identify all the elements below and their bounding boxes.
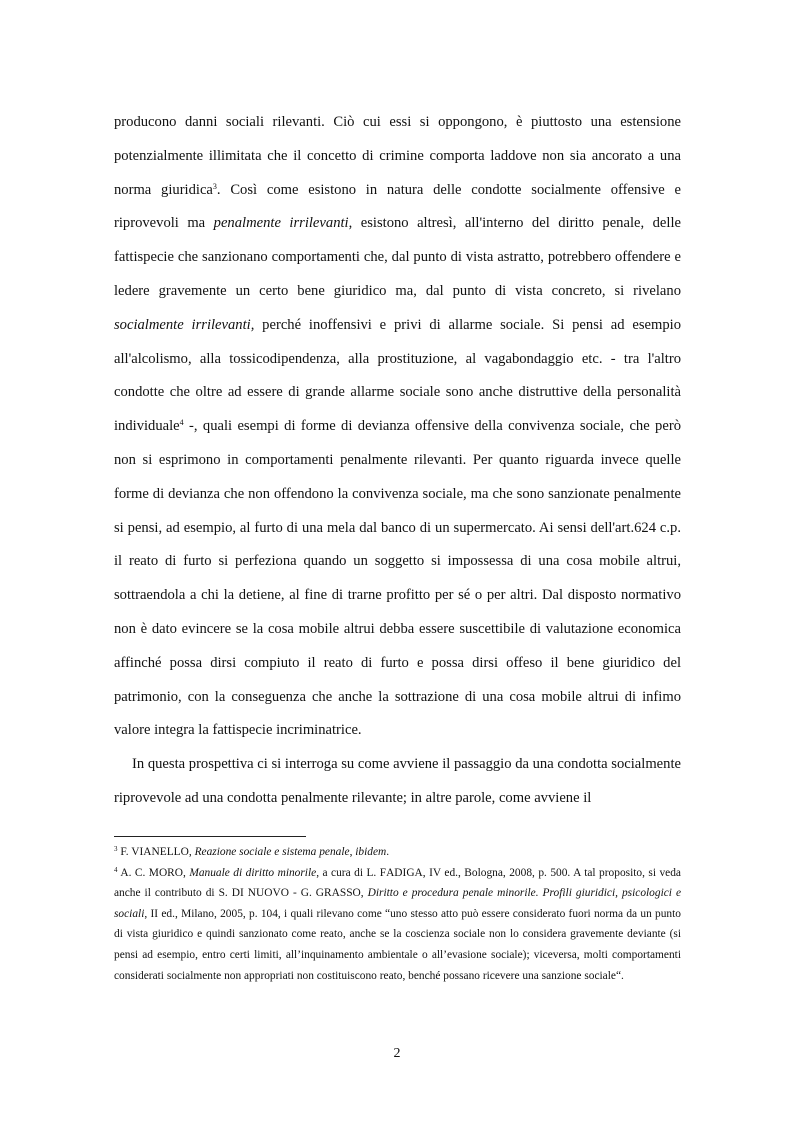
emphasis: socialmente irrilevanti, xyxy=(114,316,255,333)
page-number: 2 xyxy=(393,1046,401,1061)
text-run: F. V xyxy=(117,846,140,858)
text-run: , xyxy=(188,846,195,858)
emphasis: ibidem xyxy=(355,846,387,858)
footnote-3 xyxy=(114,842,681,863)
footnote-number: 3 xyxy=(114,845,118,853)
text-run: A. C. M xyxy=(117,866,159,879)
text-run: . Così come esistono in natura delle condotte socialmente offensive e riprovevoli ma xyxy=(114,181,681,232)
footnote-separator xyxy=(114,836,306,837)
footnote-4 xyxy=(114,863,681,987)
paragraph-1 xyxy=(114,106,681,748)
small-caps: UOVO xyxy=(256,887,289,900)
text-run: , II ed., Milano, 2005, p. 104, i quali rilevano come “uno stesso atto può essere considerato fuori norma da un punto di vista giuridico e quindi sanzionato come reato, anche se la coscienza sociale non lo considera gravemente deviante (si pensi ad esempio, entro certi limiti, all’inquinamento ambientale o all’evasione sociale); viceversa, molti comportamenti considerati socialmente non appropriati non costituiscono reato, benché possano ricevere una sanzione sociale“. xyxy=(114,907,681,982)
text-run: , esistono altresì, all'interno del diritto penale, delle fattispecie che sanzionano comportamenti che, dal punto di vista astratto, potrebbero offendere e ledere gravemente un certo bene giuridico ma, dal punto di vista concreto, si rivelano xyxy=(114,215,681,299)
small-caps: ADIGA xyxy=(386,866,423,879)
small-caps: IANELLO xyxy=(139,846,189,858)
text-run: . xyxy=(386,846,390,858)
text-run: , xyxy=(183,866,190,879)
small-caps: ORO xyxy=(158,866,184,879)
text-run: -, quali esempi di forme di devianza offensive della convivenza sociale, che però non si esprimono in comportamenti penalmente rilevanti. Per quanto riguarda invece quelle forme di devianza che non offendono la convivenza sociale, ma che sono sanzionate penalmente si pensi, ad esempio, al furto di una mela dal banco di un supermercato. Ai sensi dell'art.624 c.p. il reato di furto si perfeziona quando un soggetto si impossessa di una cosa mobile altrui, sottraendola a chi la detiene, al fine di trarne profitto per sé o per altri. Dal disposto normativo non è dato evincere se la cosa mobile altrui debba essere suscettibile di valutazione economica affinché possa dirsi compiuto il reato di furto e possa dirsi offeso il bene giuridico del patrimonio, con la conseguenza che anche la sottrazione di una cosa mobile altrui di infimo valore integra la fattispecie incriminatrice. xyxy=(114,418,681,739)
footnote-ref-3: 3 xyxy=(212,181,217,191)
emphasis: Diritto e procedura penale minorile. Profili giuridici, psicologici e sociali xyxy=(114,887,682,920)
text-run: , xyxy=(349,846,356,858)
footnote-ref-4: 4 xyxy=(179,418,184,428)
text-run: N xyxy=(243,887,257,900)
footnote-number: 4 xyxy=(114,865,118,874)
paragraph-2: In questa prospettiva ci si interroga su come avviene il passaggio da una condotta socialmente riprovevole ad una condotta penalmente rilevante; in altre parole, come avviene il xyxy=(114,756,681,806)
text-run: - G. G xyxy=(288,887,325,900)
text-run: perché inoffensivi e privi di allarme sociale. Si pensi ad esempio all'alcolismo, alla tossicodipendenza, alla prostituzione, al vagabondaggio etc. - tra l'altro condotte che oltre ad essere di grande allarme sociale sono anche distruttive della personalità individuale xyxy=(114,316,681,435)
body-text xyxy=(114,106,681,816)
text-run: , a cura di L. F xyxy=(316,866,387,879)
text-run: , IV ed., Bologna, 2008, p. 500. A tal proposito, si veda anche il contributo di S. D xyxy=(114,866,681,900)
text-run: , xyxy=(360,887,368,900)
footnotes xyxy=(114,842,681,986)
small-caps: RASSO xyxy=(324,887,361,900)
emphasis: Manuale di diritto minorile xyxy=(189,866,317,879)
emphasis: penalmente irrilevanti xyxy=(213,215,349,232)
small-caps: I xyxy=(240,887,244,900)
text-run: producono danni sociali rilevanti. Ciò cui essi si oppongono, è piuttosto una estensione potenzialmente illimitata che il concetto di crimine comporta laddove non sia ancorato a una norma giuridica xyxy=(114,114,681,198)
emphasis: Reazione sociale e sistema penale xyxy=(194,846,350,858)
